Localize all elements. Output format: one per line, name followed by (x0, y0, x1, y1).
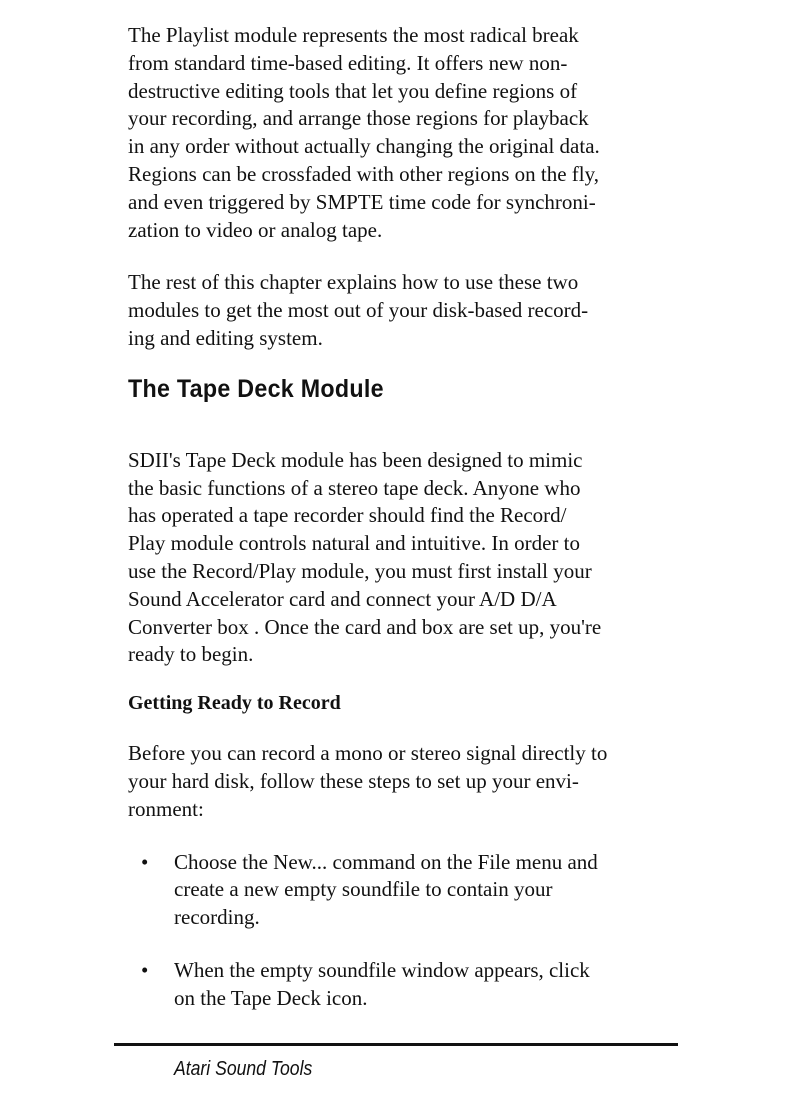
list-item-text: Choose the New... command on the File menu and create a new empty soundfile to contain your recording. (174, 849, 598, 930)
paragraph-tape-deck-intro: SDII's Tape Deck module has been designed to mimic the basic functions of a stereo tape deck. Anyone who has operated a tape recorder should find the Record/ Play module controls natural and intuitive. In order to use the Record/Play module, you must first install your Sound Accelerator card and connect your A/D D/A Converter box . Once the card and box are set up, you're ready to begin. (128, 447, 602, 667)
footer-title: Atari Sound Tools (174, 1058, 313, 1080)
page-content (128, 22, 688, 1013)
list-item (128, 849, 688, 932)
paragraph-before-record: Before you can record a mono or stereo signal directly to your hard disk, follow these steps to set up your envi- ronment: (128, 741, 608, 821)
footer-rule (114, 1043, 678, 1046)
bullet-icon: • (141, 849, 149, 874)
paragraph-playlist-intro: The Playlist module represents the most radical break from standard time-based editing. It offers new non- destructive editing tools that let you define regions of your recording, and arrange those regions for playback in any order without actually changing the original data. Regions can be crossfaded with other regions on the fly, and even triggered by SMPTE time code for synchroni- zation to video or analog tape. (128, 23, 600, 242)
paragraph-rest-of-chapter: The rest of this chapter explains how to use these two modules to get the most out of your disk-based record- ing and editing system. (128, 270, 589, 350)
section-heading: The Tape Deck Module (128, 374, 384, 403)
step-list (128, 849, 688, 1013)
subheading: Getting Ready to Record (128, 692, 341, 715)
bullet-icon: • (141, 957, 149, 982)
list-item-text: When the empty soundfile window appears, click on the Tape Deck icon. (174, 957, 590, 1010)
list-item (128, 957, 688, 1013)
